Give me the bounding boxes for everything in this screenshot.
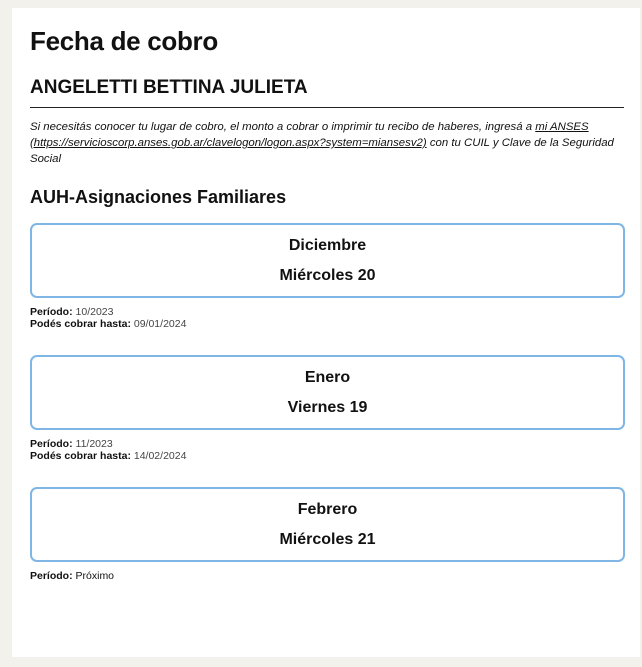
section-title: AUH-Asignaciones Familiares	[30, 187, 287, 207]
payment-date-card[interactable]	[30, 223, 625, 298]
periodo-value: Próximo	[75, 570, 115, 582]
payment-item	[30, 355, 624, 462]
page-title: Fecha de cobro	[30, 26, 218, 56]
info-text-after: con tu CUIL y Clave de la Seguridad Social	[30, 137, 614, 165]
payment-day: Miércoles 21	[279, 530, 376, 548]
payment-date-card[interactable]	[30, 355, 625, 430]
payment-meta	[30, 438, 624, 462]
cobrar-hasta-label: Podés cobrar hasta:	[30, 450, 131, 462]
cobrar-hasta-label: Podés cobrar hasta:	[30, 318, 131, 330]
payment-month: Febrero	[297, 500, 358, 518]
periodo-value: 10/2023	[75, 306, 114, 318]
payment-day: Miércoles 20	[279, 266, 376, 284]
periodo-label: Período:	[30, 570, 73, 582]
payment-month: Enero	[304, 368, 351, 386]
info-text	[30, 119, 624, 167]
periodo-row	[30, 438, 624, 450]
periodo-label: Período:	[30, 438, 73, 450]
payment-day: Viernes 19	[287, 398, 368, 416]
payment-meta	[30, 306, 624, 330]
payment-month: Diciembre	[288, 236, 367, 254]
periodo-row	[30, 306, 624, 318]
periodo-label: Período:	[30, 306, 73, 318]
payment-date-card[interactable]	[30, 487, 625, 562]
page-card	[12, 8, 640, 657]
cobrar-hasta-row	[30, 318, 624, 330]
periodo-row	[30, 570, 624, 582]
payment-meta	[30, 570, 624, 582]
payment-item	[30, 487, 624, 582]
cobrar-hasta-value: 14/02/2024	[133, 450, 187, 462]
mi-anses-link[interactable]: mi ANSES (https://servicioscorp.anses.gob.ar/clavelogon/logon.aspx?system=miansesv2)	[30, 121, 589, 149]
page-content	[12, 8, 640, 582]
person-name: ANGELETTI BETTINA JULIETA	[30, 77, 624, 108]
periodo-value: 11/2023	[75, 438, 113, 450]
payment-item	[30, 223, 624, 330]
cobrar-hasta-value: 09/01/2024	[133, 318, 187, 330]
info-text-before: Si necesitás conocer tu lugar de cobro, el monto a cobrar o imprimir tu recibo de haberes, ingresá a	[30, 121, 536, 133]
cobrar-hasta-row	[30, 450, 624, 462]
